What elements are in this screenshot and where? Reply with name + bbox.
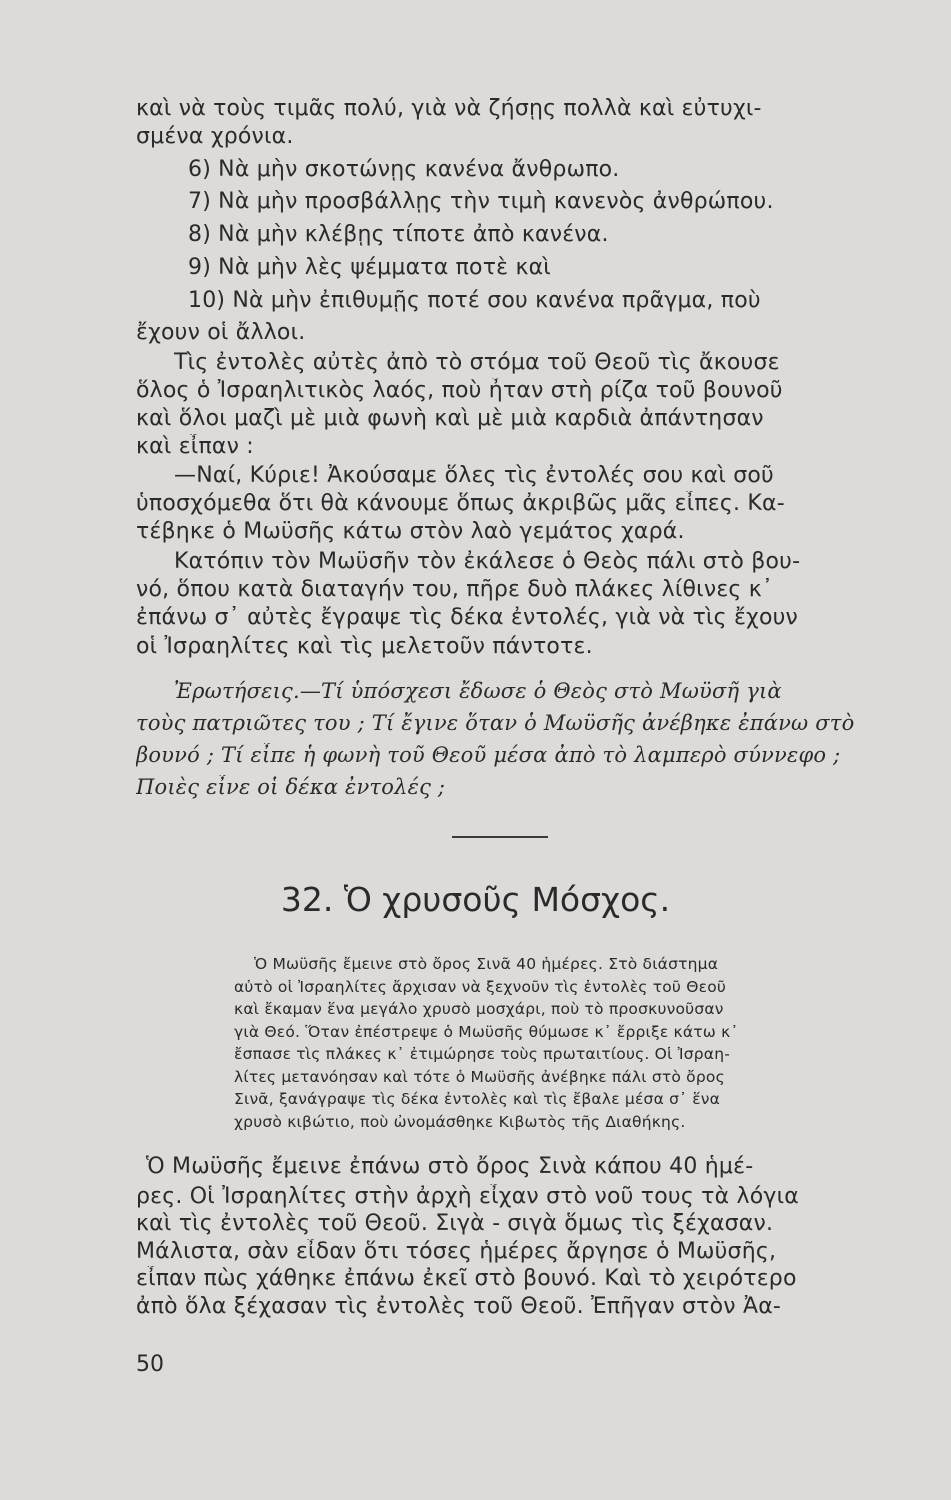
text-line: 8) Νὰ μὴν κλέβῃς τίποτε ἀπὸ κανένα.: [188, 222, 609, 247]
text-line: 7) Νὰ μὴν προσβάλλῃς τὴν τιμὴ κανενὸς ἀνθρώπου.: [188, 189, 774, 214]
text-line: καὶ τὶς ἐντολὲς τοῦ Θεοῦ. Σιγὰ - σιγὰ ὅμως τὶς ξέχασαν.: [136, 1211, 774, 1236]
summary-line: Σινᾶ, ξανάγραψε τὶς δέκα ἐντολὲς καὶ τὶς ἔβαλε μέσα σ᾿ ἕνα: [234, 1090, 721, 1108]
summary-line: ἔσπασε τὶς πλάκες κ᾿ ἐτιμώρησε τοὺς πρωταιτίους. Οἱ Ἰσραη-: [234, 1045, 731, 1063]
text-line: Κατόπιν τὸν Μωϋσῆν τὸν ἐκάλεσε ὁ Θεὸς πάλι στὸ βου-: [174, 549, 801, 574]
text-line: 6) Νὰ μὴν σκοτώνῃς κανένα ἄνθρωπο.: [188, 157, 620, 182]
text-line: ὑποσχόμεθα ὅτι θὰ κάνουμε ὅπως ἀκριβῶς μᾶς εἶπες. Κα-: [136, 491, 785, 516]
text-line: ἔχουν οἱ ἄλλοι.: [136, 320, 306, 345]
chapter-heading: 32. Ὁ χρυσοῦς Μόσχος.: [280, 880, 671, 919]
text-line: καὶ νὰ τοὺς τιμᾶς πολύ, γιὰ νὰ ζήσῃς πολλὰ καὶ εὐτυχι-: [136, 96, 762, 121]
text-line: ρες. Οἱ Ἰσραηλίτες στὴν ἀρχὴ εἶχαν στὸ νοῦ τους τὰ λόγια: [136, 1184, 799, 1209]
question-line: βουνό ; Τί εἶπε ἡ φωνὴ τοῦ Θεοῦ μέσα ἀπὸ τὸ λαμπερὸ σύννεφο ;: [136, 743, 841, 767]
summary-line: γιὰ Θεό. Ὅταν ἐπέστρεψε ὁ Μωϋσῆς θύμωσε κ᾿ ἔρριξε κάτω κ᾿: [234, 1023, 739, 1041]
text-line: ἐπάνω σ᾿ αὐτὲς ἔγραψε τὶς δέκα ἐντολές, γιὰ νὰ τὶς ἔχουν: [136, 605, 799, 630]
text-line: τέβηκε ὁ Μωϋσῆς κάτω στὸν λαὸ γεμάτος χαρά.: [136, 519, 685, 544]
text-line: οἱ Ἰσραηλίτες καὶ τὶς μελετοῦν πάντοτε.: [136, 634, 593, 659]
question-line: τοὺς πατριῶτες του ; Τί ἔγινε ὅταν ὁ Μωϋσῆς ἀνέβηκε ἐπάνω στὸ: [136, 711, 855, 735]
text-line: καὶ ὅλοι μαζὶ μὲ μιὰ φωνὴ καὶ μὲ μιὰ καρδιὰ ἀπάντησαν: [136, 406, 764, 431]
section-divider: [452, 836, 548, 838]
summary-line: λίτες μετανόησαν καὶ τότε ὁ Μωϋσῆς ἀνέβηκε πάλι στὸ ὄρος: [234, 1068, 725, 1086]
text-line: Μάλιστα, σὰν εἶδαν ὅτι τόσες ἡμέρες ἄργησε ὁ Μωϋσῆς,: [136, 1239, 777, 1264]
summary-line: χρυσὸ κιβώτιο, ποὺ ὠνομάσθηκε Κιβωτὸς τῆς Διαθήκης.: [234, 1113, 686, 1131]
question-line: Ἐρωτήσεις.—Τί ὑπόσχεσι ἔδωσε ὁ Θεὸς στὸ Μωϋσῆ γιὰ: [174, 679, 782, 703]
summary-line: Ὁ Μωϋσῆς ἔμεινε στὸ ὄρος Σινᾶ 40 ἡμέρες. Στὸ διάστημα: [254, 955, 719, 973]
text-line: Ὁ Μωϋσῆς ἔμεινε ἐπάνω στὸ ὄρος Σινὰ κάπου 40 ἡμέ-: [146, 1154, 754, 1179]
text-line: εἶπαν πὼς χάθηκε ἐπάνω ἐκεῖ στὸ βουνό. Καὶ τὸ χειρότερο: [136, 1266, 797, 1291]
text-line: ὅλος ὁ Ἰσραηλιτικὸς λαός, ποὺ ἦταν στὴ ρίζα τοῦ βουνοῦ: [136, 378, 783, 403]
text-line: καὶ εἶπαν :: [136, 434, 254, 459]
page-number: 50: [136, 1352, 164, 1377]
text-line: νό, ὅπου κατὰ διαταγήν του, πῆρε δυὸ πλάκες λίθινες κ᾿: [136, 577, 774, 602]
summary-line: αὐτὸ οἱ Ἰσραηλίτες ἄρχισαν νὰ ξεχνοῦν τὶς ἐντολὲς τοῦ Θεοῦ: [234, 978, 727, 996]
text-line: σμένα χρόνια.: [136, 124, 294, 149]
text-line: —Ναί, Κύριε! Ἀκούσαμε ὅλες τὶς ἐντολές σου καὶ σοῦ: [174, 463, 774, 488]
text-line: ἀπὸ ὅλα ξέχασαν τὶς ἐντολὲς τοῦ Θεοῦ. Ἐπῆγαν στὸν Ἀα-: [136, 1294, 782, 1319]
text-line: Τὶς ἐντολὲς αὐτὲς ἀπὸ τὸ στόμα τοῦ Θεοῦ τὶς ἄκουσε: [174, 350, 780, 375]
text-line: 10) Νὰ μὴν ἐπιθυμῇς ποτέ σου κανένα πρᾶγμα, ποὺ: [188, 288, 761, 313]
summary-line: καὶ ἔκαμαν ἕνα μεγάλο χρυσὸ μοσχάρι, ποὺ τὸ προσκυνοῦσαν: [234, 1000, 724, 1018]
question-line: Ποιὲς εἶνε οἱ δέκα ἐντολές ;: [136, 775, 446, 799]
text-line: 9) Νὰ μὴν λὲς ψέμματα ποτὲ καὶ: [188, 255, 551, 280]
